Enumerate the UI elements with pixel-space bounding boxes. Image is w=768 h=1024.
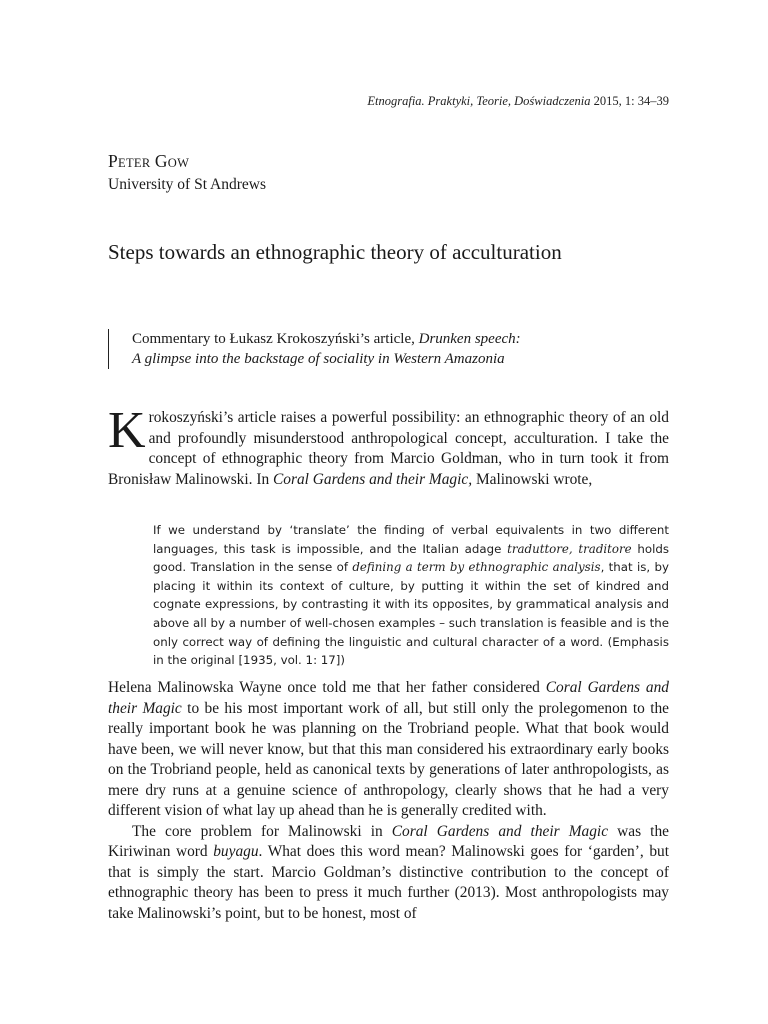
author-last-rest: OW: [167, 156, 190, 170]
body-continued: [108, 678, 669, 924]
para1-italic-title: Coral Gardens and their Magic,: [273, 470, 473, 488]
author-name: [108, 151, 189, 172]
quote-text-b: holds good. Translation in the sense of: [153, 541, 669, 575]
author-first-initial: P: [108, 151, 119, 171]
para1-text-b: Malinowski wrote,: [472, 470, 593, 488]
body-paragraph-2: [108, 678, 669, 822]
quote-italic-a: traduttore, traditore: [507, 541, 632, 556]
para3-italic-title: Coral Gardens and their Magic: [391, 822, 609, 840]
para3-text-b: was the Kiriwinan word: [108, 822, 669, 860]
para2-italic-title: Coral Gardens and their Magic: [108, 679, 669, 717]
body-paragraph-1: [108, 402, 669, 490]
journal-citation: 2015, 1: 34–39: [590, 94, 669, 108]
para2-text-b: to be his most important work of all, but still only the prolegomenon to the really important book he was planning on the Trobriand people. What that book would have been, we will never know, but that this man considered his extraordinary early books on the Trobriand people, held as canonical texts by generations of later anthropologists, as mere dry runs at a genuine science of anthropology, clearly shows that he had a very different vision of what lay up ahead than he is generally credited with.: [108, 699, 670, 819]
commentary-note: [108, 329, 692, 369]
para3-italic-word: buyagu: [213, 843, 259, 860]
quote-text-c: , that is, by placing it within its context of culture, by putting it within the set of kindred and cognate expressions, by contrasting it with its opposites, by grammatical analysis and above all by a number of well-chosen examples – such translation is feasible and is the only correct way of defining the linguistic and cultural character of a word. (Emphasis in the original [1935, vol. 1: 17]): [153, 560, 669, 668]
para3-text-c: . What does this word mean? Malinowski goes for ‘garden’, but that is simply the start. Marcio Goldman’s distinctive contribution to the concept of ethnographic theory has been to press it much further (2013). Most anthropologists may take Malinowski’s point, but to be honest, most of: [108, 843, 669, 922]
author-affiliation: University of St Andrews: [108, 176, 267, 193]
commented-article-title-line2: A glimpse into the backstage of sociality in Western Amazonia: [132, 351, 505, 367]
commentary-prefix: Commentary to Łukasz Krokoszyński’s article,: [132, 331, 419, 347]
drop-cap: K: [108, 402, 146, 459]
author-last-initial: G: [154, 151, 168, 171]
commented-article-title-line1: Drunken speech:: [418, 331, 521, 347]
journal-name: Etnografia. Praktyki, Teorie, Doświadczenia: [367, 94, 591, 108]
quote-italic-b: defining a term by ethnographic analysis: [352, 560, 601, 575]
article-title: Steps towards an ethnographic theory of acculturation: [108, 240, 562, 264]
author-first-rest: ETER: [118, 156, 151, 170]
para1-text-a: rokoszyński’s article raises a powerful possibility: an ethnographic theory of an old and profoundly misunderstood anthropological concept, acculturation. I take the concept of ethnographic theory from Marcio Goldman, who in turn took it from Bronisław Malinowski. In: [108, 409, 669, 488]
running-header: [367, 94, 669, 109]
body-paragraph-3: [108, 822, 669, 925]
para3-text-a: The core problem for Malinowski in: [132, 822, 392, 840]
para2-text-a: Helena Malinowska Wayne once told me that her father considered: [108, 679, 546, 696]
quote-text-a: If we understand by ‘translate’ the finding of verbal equivalents in two different languages, this task is impossible, and the Italian adage: [153, 523, 669, 556]
block-quote: [153, 521, 669, 670]
